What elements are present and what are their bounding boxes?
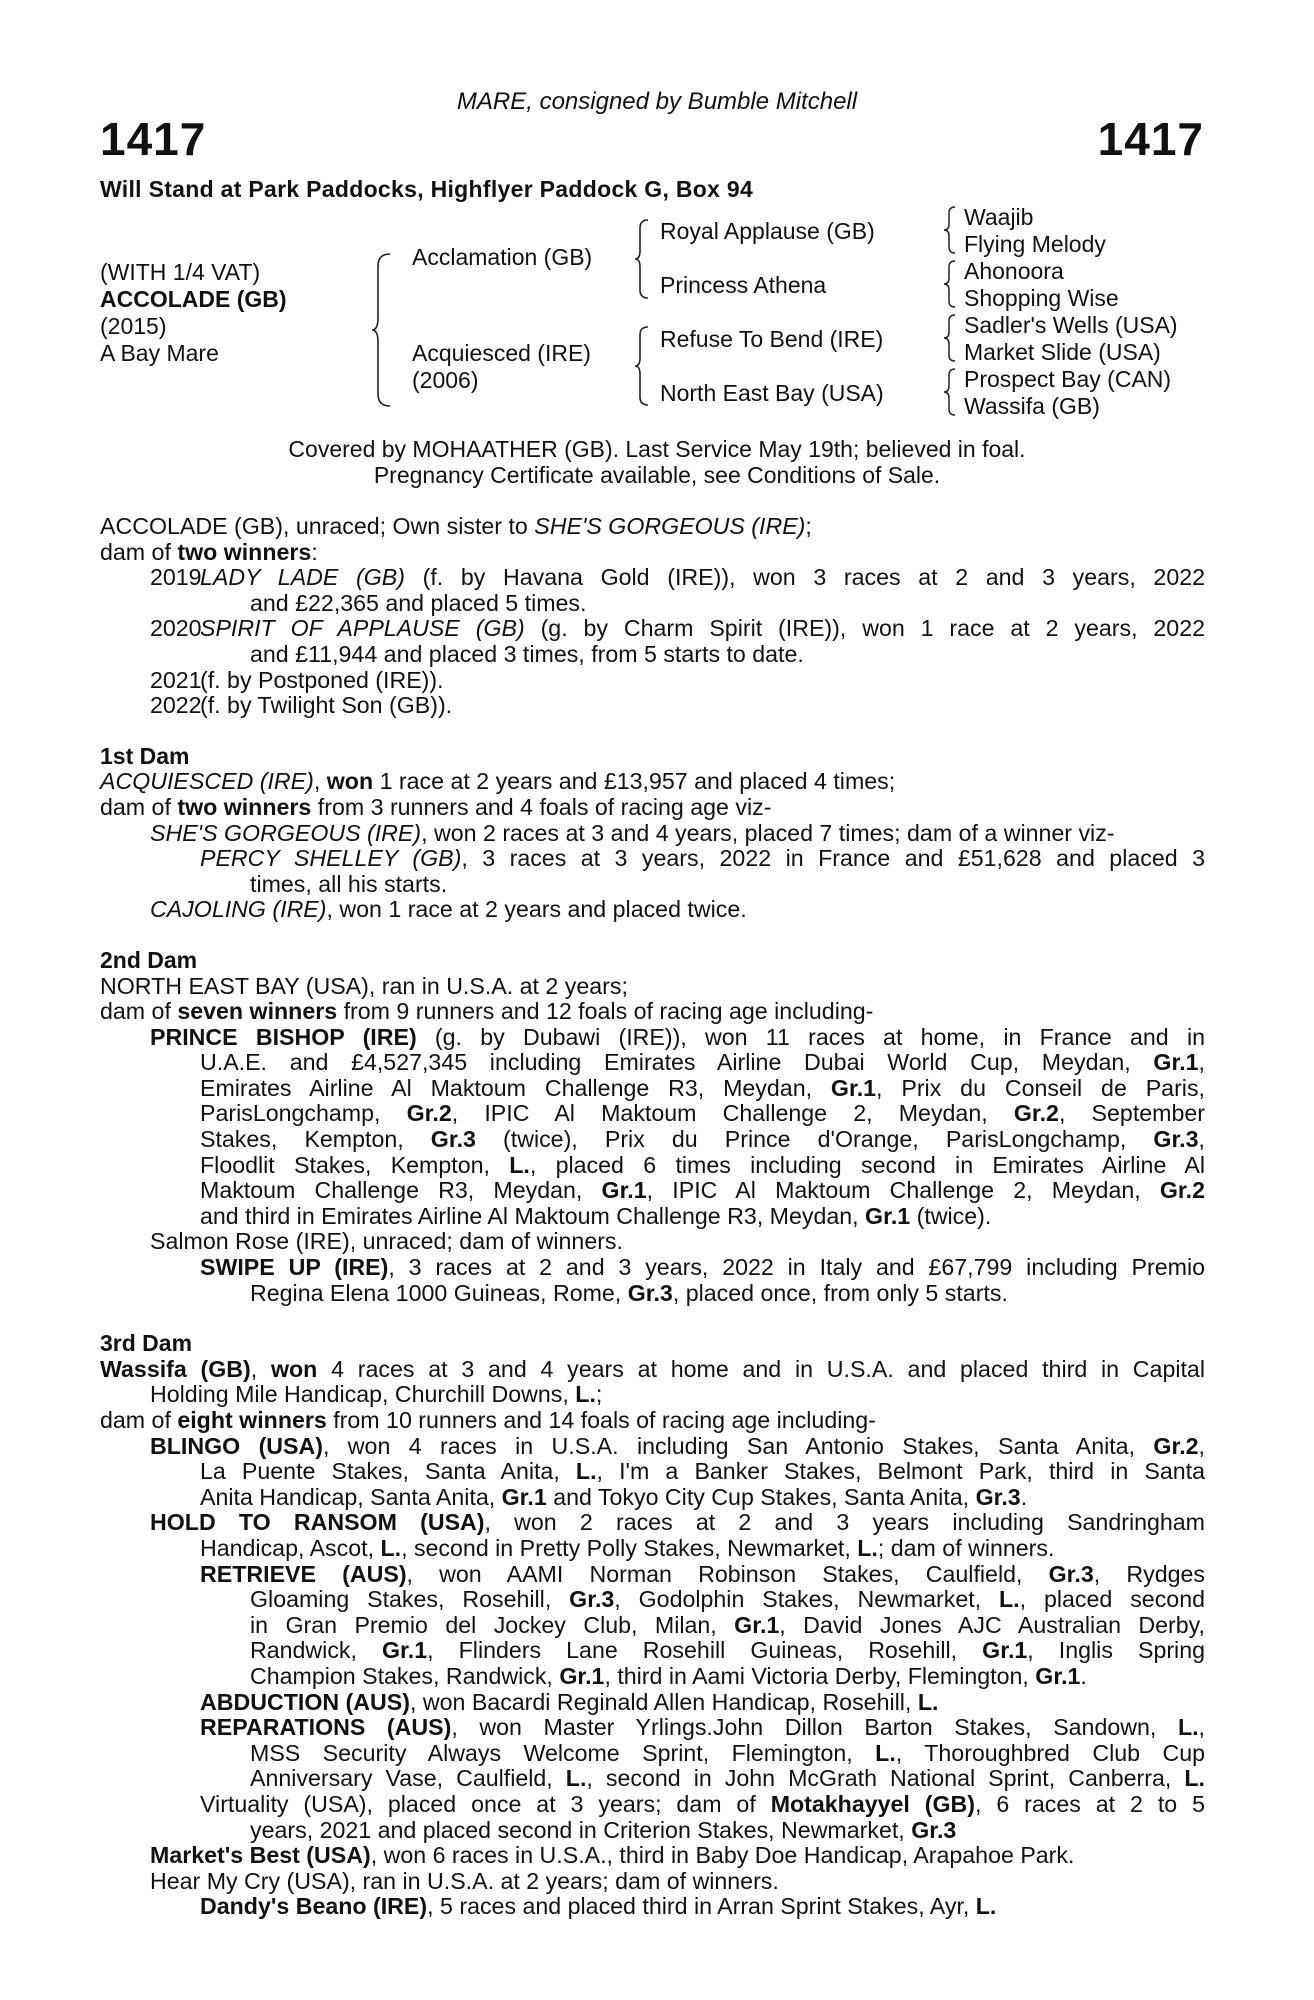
second-dam-line: U.A.E. and £4,527,345 including Emirates Airline Dubai World Cup, Meydan, Gr.1, (200, 1049, 1205, 1076)
intro-line: ACCOLADE (GB), unraced; Own sister to SHE'S GORGEOUS (IRE); (100, 513, 812, 539)
second-dam-line: Regina Elena 1000 Guineas, Rome, Gr.3, placed once, from only 5 starts. (250, 1279, 1008, 1306)
third-dam-line: dam of eight winners from 10 runners and 14 foals of racing age including- (100, 1407, 876, 1433)
produce-line: and £22,365 and placed 5 times. (250, 589, 587, 616)
intro-line: dam of two winners: (100, 538, 318, 565)
sire-brace (633, 218, 651, 300)
third-dam-line: Handicap, Ascot, L., second in Pretty Polly Stakes, Newmarket, L.; dam of winners. (200, 1534, 1055, 1561)
third-dam-line: Dandy's Beano (IRE), 5 races and placed third in Arran Sprint Stakes, Ayr, L. (200, 1893, 997, 1920)
third-dam-line: years, 2021 and placed second in Criterion Stakes, Newmarket, Gr.3 (250, 1816, 957, 1843)
g-brace-3 (942, 313, 958, 363)
lot-number-left: 1417 (100, 113, 207, 165)
second-dam-line: and third in Emirates Airline Al Maktoum Challenge R3, Meydan, Gr.1 (twice). (200, 1202, 992, 1229)
dam: Acquiesced (IRE) (412, 340, 591, 366)
sire-sire: Royal Applause (GB) (660, 218, 875, 244)
third-dam-line: ABDUCTION (AUS), won Bacardi Reginald Allen Handicap, Rosehill, L. (200, 1688, 939, 1715)
third-dam-line: Anita Handicap, Santa Anita, Gr.1 and Tokyo City Cup Stakes, Santa Anita, Gr.3. (200, 1483, 1028, 1510)
produce-2020: 2020SPIRIT OF APPLAUSE (GB) (g. by Charm Spirit (IRE)), won 1 race at 2 years, 2022 (150, 615, 1205, 642)
third-dam-line: Market's Best (USA), won 6 races in U.S.A., third in Baby Doe Handicap, Arapahoe Park. (150, 1842, 1075, 1869)
first-dam-line: PERCY SHELLEY (GB), 3 races at 3 years, 2022 in France and £51,628 and placed 3 (200, 845, 1205, 872)
third-dam-line: Virtuality (USA), placed once at 3 years; dam of Motakhayyel (GB), 6 races at 2 to 5 (200, 1790, 1205, 1817)
sire: Acclamation (GB) (412, 244, 593, 270)
stand-location: Will Stand at Park Paddocks, Highflyer Paddock G, Box 94 (100, 176, 754, 202)
certificate-line: Pregnancy Certificate available, see Conditions of Sale. (373, 462, 941, 488)
third-dam-line: Champion Stakes, Randwick, Gr.1, third in Aami Victoria Derby, Flemington, Gr.1. (250, 1662, 1087, 1689)
third-dam-line: RETRIEVE (AUS), won AAMI Norman Robinson Stakes, Caulfield, Gr.3, Rydges (200, 1560, 1205, 1587)
g-brace-2 (942, 259, 958, 309)
g-prospect-bay: Prospect Bay (CAN) (964, 366, 1172, 392)
first-dam-line: ACQUIESCED (IRE), won 1 race at 2 years and £13,957 and placed 4 times; (100, 768, 896, 795)
third-dam-line: Wassifa (GB), won 4 races at 3 and 4 years at home and in U.S.A. and placed third in Capital (100, 1355, 1205, 1382)
g-flying-melody: Flying Melody (964, 231, 1106, 257)
produce-line: and £11,944 and placed 3 times, from 5 starts to date. (250, 640, 804, 667)
produce-2022: 2022(f. by Twilight Son (GB)). (150, 692, 453, 719)
third-dam-line: HOLD TO RANSOM (USA), won 2 races at 2 and 3 years including Sandringham (150, 1509, 1205, 1536)
third-dam-line: BLINGO (USA), won 4 races in U.S.A. including San Antonio Stakes, Santa Anita, Gr.2, (150, 1432, 1205, 1459)
second-dam-line: Floodlit Stakes, Kempton, L., placed 6 times including second in Emirates Airline Al (200, 1151, 1205, 1178)
g-sadlers-wells: Sadler's Wells (USA) (964, 312, 1178, 338)
first-dam-heading: 1st Dam (100, 742, 190, 769)
third-dam-line: Randwick, Gr.1, Flinders Lane Rosehill Guineas, Rosehill, Gr.1, Inglis Spring (250, 1637, 1206, 1664)
first-dam-line: CAJOLING (IRE), won 1 race at 2 years and placed twice. (150, 896, 747, 923)
third-dam-line: Holding Mile Handicap, Churchill Downs, L.; (150, 1381, 603, 1408)
third-dam-heading: 3rd Dam (100, 1330, 193, 1357)
pedigree-brace (370, 252, 394, 408)
g-waajib: Waajib (964, 204, 1034, 230)
second-dam-line: ParisLongchamp, Gr.2, IPIC Al Maktoum Challenge 2, Meydan, Gr.2, September (200, 1100, 1205, 1127)
second-dam-line: Stakes, Kempton, Gr.3 (twice), Prix du Prince d'Orange, ParisLongchamp, Gr.3, (200, 1126, 1205, 1153)
second-dam-line: NORTH EAST BAY (USA), ran in U.S.A. at 2 years; (100, 972, 628, 999)
second-dam-line: dam of seven winners from 9 runners and 12 foals of racing age including- (100, 998, 874, 1025)
g-brace-4 (942, 367, 958, 417)
g-market-slide: Market Slide (USA) (964, 339, 1161, 365)
sire-dam: Princess Athena (660, 272, 827, 298)
covered-line: Covered by MOHAATHER (GB). Last Service May 19th; believed in foal. (288, 436, 1026, 462)
second-dam-line: Maktoum Challenge R3, Meydan, Gr.1, IPIC Al Maktoum Challenge 2, Meydan, Gr.2 (200, 1177, 1205, 1204)
g-ahonoora: Ahonoora (964, 258, 1064, 284)
second-dam-line: Emirates Airline Al Maktoum Challenge R3, Meydan, Gr.1, Prix du Conseil de Paris, (200, 1074, 1205, 1101)
lot-number-right: 1417 (1097, 113, 1204, 165)
g-brace-1 (942, 205, 958, 255)
produce-2021: 2021(f. by Postponed (IRE)). (150, 666, 444, 693)
second-dam-heading: 2nd Dam (100, 946, 198, 973)
third-dam-line: La Puente Stakes, Santa Anita, L., I'm a Banker Stakes, Belmont Park, third in Santa (200, 1458, 1205, 1485)
g-shopping-wise: Shopping Wise (964, 285, 1119, 311)
g-wassifa: Wassifa (GB) (964, 393, 1100, 419)
horse-year: (2015) (100, 313, 167, 339)
second-dam-line: Salmon Rose (IRE), unraced; dam of winners. (150, 1228, 623, 1255)
second-dam-line: SWIPE UP (IRE), 3 races at 2 and 3 years, 2022 in Italy and £67,799 including Premio (200, 1254, 1206, 1281)
horse-description: A Bay Mare (100, 340, 219, 366)
third-dam-line: REPARATIONS (AUS), won Master Yrlings.John Dillon Barton Stakes, Sandown, L., (200, 1714, 1205, 1741)
third-dam-line: Anniversary Vase, Caulfield, L., second in John McGrath National Sprint, Canberra, L. (250, 1765, 1205, 1792)
catalogue-body (100, 514, 1205, 1920)
dam-dam: North East Bay (USA) (660, 380, 884, 406)
dam-year: (2006) (412, 367, 479, 393)
dam-sire: Refuse To Bend (IRE) (660, 326, 884, 352)
consignment-line: MARE, consigned by Bumble Mitchell (456, 88, 858, 115)
horse-name: ACCOLADE (GB) (100, 286, 287, 312)
third-dam-line: Hear My Cry (USA), ran in U.S.A. at 2 years; dam of winners. (150, 1867, 779, 1894)
first-dam-line: dam of two winners from 3 runners and 4 foals of racing age viz- (100, 793, 772, 820)
third-dam-line: MSS Security Always Welcome Sprint, Flemington, L., Thoroughbred Club Cup (250, 1739, 1206, 1766)
produce-2019: 2019LADY LADE (GB) (f. by Havana Gold (IRE)), won 3 races at 2 and 3 years, 2022 (150, 564, 1206, 591)
third-dam-line: in Gran Premio del Jockey Club, Milan, Gr.1, David Jones AJC Australian Derby, (250, 1611, 1205, 1638)
second-dam-line: PRINCE BISHOP (IRE) (g. by Dubawi (IRE)), won 11 races at home, in France and in (150, 1023, 1205, 1050)
first-dam-line: times, all his starts. (250, 870, 448, 897)
first-dam-line: SHE'S GORGEOUS (IRE), won 2 races at 3 and 4 years, placed 7 times; dam of a winner viz- (150, 819, 1115, 846)
vat-note: (WITH 1/4 VAT) (100, 259, 261, 285)
third-dam-line: Gloaming Stakes, Rosehill, Gr.3, Godolphin Stakes, Newmarket, L., placed second (250, 1586, 1205, 1613)
dam-brace (633, 325, 651, 407)
